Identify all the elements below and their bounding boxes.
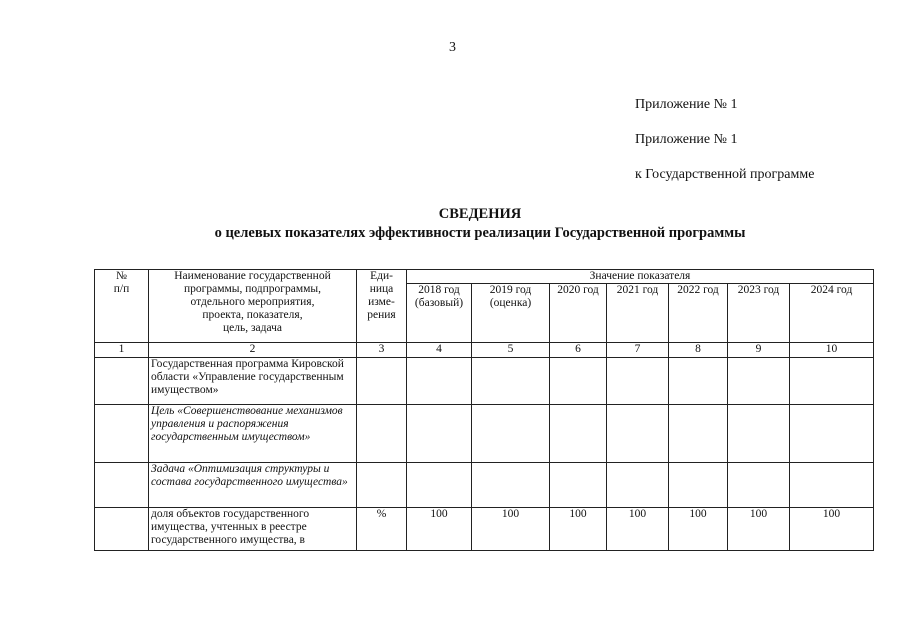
table-row bbox=[95, 508, 874, 551]
row-value: 100 bbox=[607, 508, 669, 551]
row-value bbox=[407, 358, 472, 405]
column-number: 9 bbox=[728, 343, 790, 358]
header-year-2023: 2023 год bbox=[728, 284, 790, 343]
row-value: 100 bbox=[550, 508, 607, 551]
row-value bbox=[790, 358, 874, 405]
annex-line-2: Приложение № 1 bbox=[635, 132, 738, 147]
row-value bbox=[472, 358, 550, 405]
column-number: 3 bbox=[357, 343, 407, 358]
row-unit bbox=[357, 405, 407, 463]
column-number: 8 bbox=[669, 343, 728, 358]
row-value bbox=[550, 463, 607, 508]
row-value: 100 bbox=[728, 508, 790, 551]
row-unit: % bbox=[357, 508, 407, 551]
header-year-2024: 2024 год bbox=[790, 284, 874, 343]
row-name: Задача «Оптимизация структуры и состава государственного имущества» bbox=[149, 463, 357, 508]
row-value bbox=[728, 463, 790, 508]
column-number-row bbox=[95, 343, 874, 358]
row-value bbox=[607, 358, 669, 405]
table-row bbox=[95, 358, 874, 405]
row-value bbox=[790, 405, 874, 463]
page-number: 3 bbox=[449, 40, 456, 55]
column-number: 10 bbox=[790, 343, 874, 358]
row-number bbox=[95, 405, 149, 463]
row-value bbox=[669, 358, 728, 405]
column-number: 7 bbox=[607, 343, 669, 358]
header-year-2018: 2018 год (базовый) bbox=[407, 284, 472, 343]
column-number: 5 bbox=[472, 343, 550, 358]
row-name: Государственная программа Кировской области «Управление государственным имуществом» bbox=[149, 358, 357, 405]
column-number: 4 bbox=[407, 343, 472, 358]
row-value bbox=[472, 463, 550, 508]
header-year-2019: 2019 год (оценка) bbox=[472, 284, 550, 343]
row-name: Цель «Совершенствование механизмов управления и распоряжения государственным имуществом» bbox=[149, 405, 357, 463]
column-number: 6 bbox=[550, 343, 607, 358]
header-year-2022: 2022 год bbox=[669, 284, 728, 343]
row-value bbox=[550, 405, 607, 463]
header-number: № п/п bbox=[95, 270, 149, 343]
row-value bbox=[407, 463, 472, 508]
row-value bbox=[669, 405, 728, 463]
row-name: доля объектов государственного имущества, учтенных в реестре государственного имущества, в bbox=[149, 508, 357, 551]
document-title: СВЕДЕНИЯ bbox=[438, 206, 522, 222]
row-unit bbox=[357, 358, 407, 405]
row-number bbox=[95, 358, 149, 405]
header-unit: Еди- ница изме- рения bbox=[357, 270, 407, 343]
row-value bbox=[728, 405, 790, 463]
row-value: 100 bbox=[472, 508, 550, 551]
row-value bbox=[472, 405, 550, 463]
column-number: 2 bbox=[149, 343, 357, 358]
row-value bbox=[607, 405, 669, 463]
row-value bbox=[550, 358, 607, 405]
header-year-2021: 2021 год bbox=[607, 284, 669, 343]
document-subtitle: о целевых показателях эффективности реализации Государственной программы bbox=[214, 225, 746, 241]
row-value bbox=[728, 358, 790, 405]
header-value-group: Значение показателя bbox=[407, 270, 874, 284]
row-unit bbox=[357, 463, 407, 508]
table-row bbox=[95, 405, 874, 463]
row-value bbox=[790, 463, 874, 508]
row-value: 100 bbox=[669, 508, 728, 551]
header-name: Наименование государственной программы, подпрограммы, отдельного мероприятия, проекта, показателя, цель, задача bbox=[149, 270, 357, 343]
row-number bbox=[95, 508, 149, 551]
annex-line-3: к Государственной программе bbox=[635, 167, 815, 182]
row-value bbox=[407, 405, 472, 463]
table-row bbox=[95, 463, 874, 508]
row-value bbox=[669, 463, 728, 508]
indicators-table bbox=[94, 269, 874, 551]
row-value: 100 bbox=[407, 508, 472, 551]
row-value bbox=[607, 463, 669, 508]
row-number bbox=[95, 463, 149, 508]
column-number: 1 bbox=[95, 343, 149, 358]
row-value: 100 bbox=[790, 508, 874, 551]
annex-line-1: Приложение № 1 bbox=[635, 97, 738, 112]
header-year-2020: 2020 год bbox=[550, 284, 607, 343]
